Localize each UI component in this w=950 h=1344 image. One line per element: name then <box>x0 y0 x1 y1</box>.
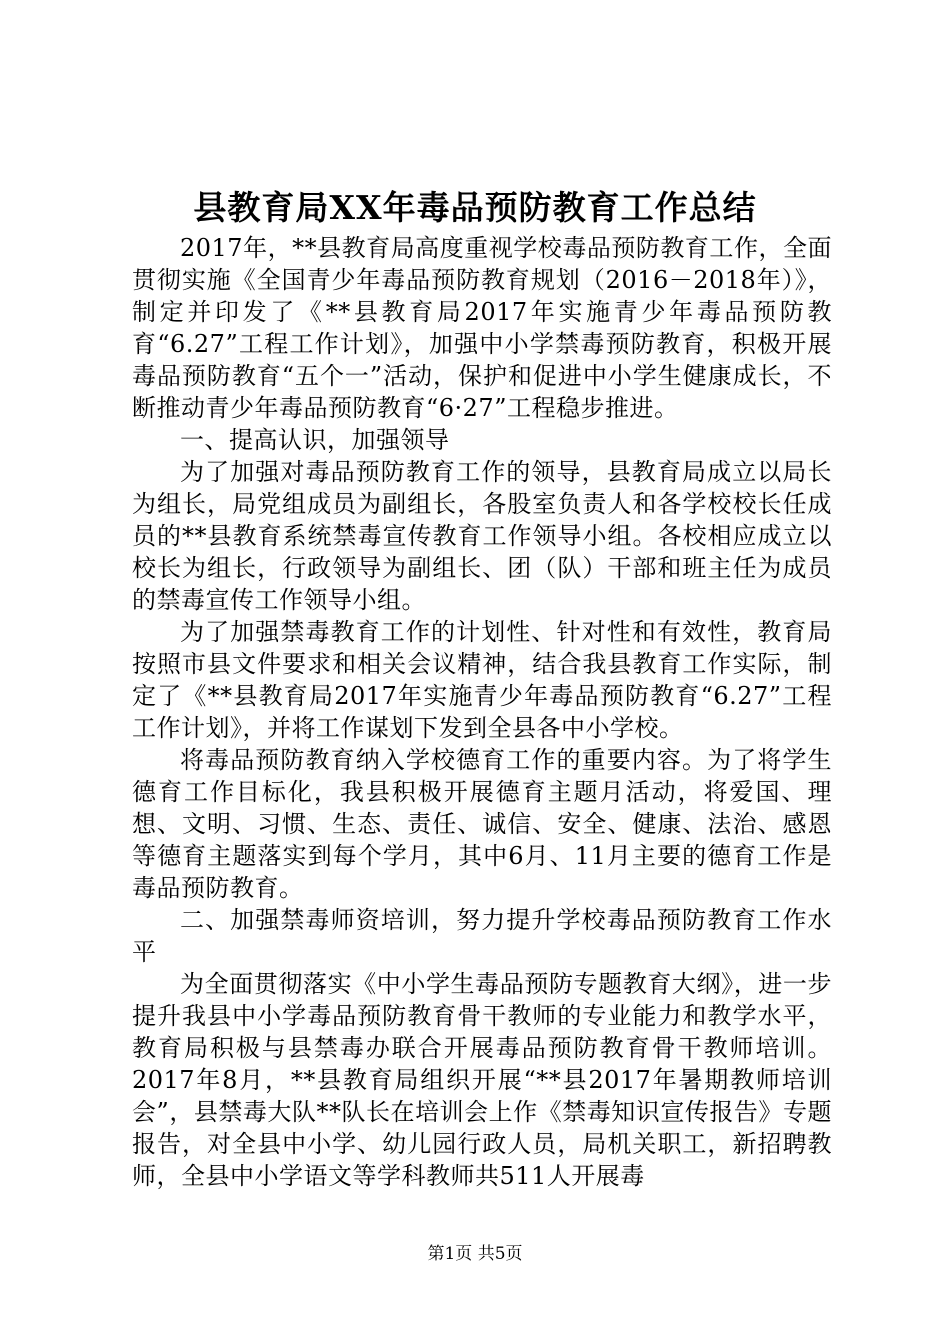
paragraph-moral-education: 将毒品预防教育纳入学校德育工作的重要内容。为了将学生德育工作目标化，我县积极开展德育主题月活动，将爱国、理想、文明、习惯、生态、责任、诚信、安全、健康、法治、感恩等德育主题落实到每个学月，其中6月、11月主要的德育工作是毒品预防教育。 <box>132 746 832 902</box>
section-heading-1: 一、提高认识，加强领导 <box>180 426 450 454</box>
document-title: 县教育局XX年毒品预防教育工作总结 <box>193 188 757 227</box>
document-body <box>132 232 832 1192</box>
paragraph-planning: 为了加强禁毒教育工作的计划性、针对性和有效性，教育局按照市县文件要求和相关会议精神，结合我县教育工作实际，制定了《**县教育局2017年实施青少年毒品预防教育“6.27”工程工作计划》，并将工作谋划下发到全县各中小学校。 <box>132 618 832 742</box>
paragraph-teacher-training: 为全面贯彻落实《中小学生毒品预防专题教育大纲》，进一步提升我县中小学毒品预防教育骨干教师的专业能力和教学水平，教育局积极与县禁毒办联合开展毒品预防教育骨干教师培训。2017年8月，**县教育局组织开展“**县2017年暑期教师培训会”，县禁毒大队**队长在培训会上作《禁毒知识宣传报告》专题报告，对全县中小学、幼儿园行政人员，局机关职工，新招聘教师，全县中小学语文等学科教师共511人开展毒 <box>132 970 832 1190</box>
paragraph-intro: 2017年，**县教育局高度重视学校毒品预防教育工作，全面贯彻实施《全国青少年毒品预防教育规划（2016－2018年）》，制定并印发了《**县教育局2017年实施青少年毒品预防教育“6.27”工程工作计划》，加强中小学禁毒预防教育，积极开展毒品预防教育“五个一”活动，保护和促进中小学生健康成长，不断推动青少年毒品预防教育“6·27”工程稳步推进。 <box>132 234 832 422</box>
page-footer: 第1页 共5页 <box>427 1244 523 1264</box>
section-heading-2: 二、加强禁毒师资培训，努力提升学校毒品预防教育工作水平 <box>132 906 832 966</box>
paragraph-leadership: 为了加强对毒品预防教育工作的领导，县教育局成立以局长为组长，局党组成员为副组长，各股室负责人和各学校校长任成员的**县教育系统禁毒宣传教育工作领导小组。各校相应成立以校长为组长，行政领导为副组长、团（队）干部和班主任为成员的禁毒宣传工作领导小组。 <box>132 458 832 614</box>
